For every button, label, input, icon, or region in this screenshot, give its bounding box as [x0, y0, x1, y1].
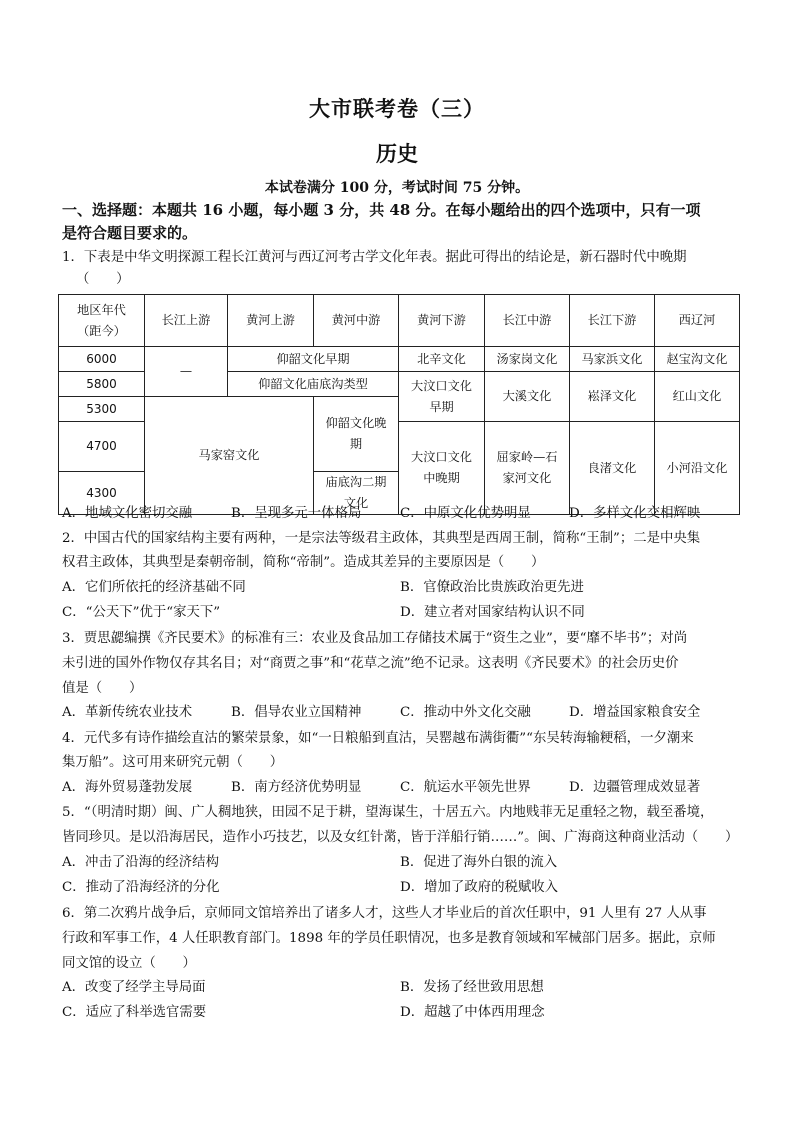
q1-blank: （ ）: [76, 272, 130, 287]
q3-stem: 3．贾思勰编撰《齐民要术》的标准有三：农业及食品加工存储技术属于“资生之业”，要“靡不毕书”；对尚: [62, 631, 688, 646]
table-cell: 大汶口文化 早期: [399, 372, 485, 422]
option-b[interactable]: B．呈现多元一体格局: [231, 506, 362, 521]
year-cell: 4300: [59, 472, 145, 515]
section-heading-cont: 是符合题目要求的。: [62, 224, 198, 242]
table-cell: 庙底沟二期 文化: [314, 472, 399, 515]
table-cell: 红山文化: [655, 372, 740, 422]
subject-title: 历史: [376, 141, 418, 166]
year-cell: 6000: [59, 347, 145, 372]
option-d[interactable]: D．边疆管理成效显著: [569, 780, 701, 795]
year-cell: 5300: [59, 397, 145, 422]
q6-stem-cont: 行政和军事工作，4 人任职教育部门。1898 年的学员任职情况，也多是教育领域和军械部门居多。据此，京师: [62, 931, 716, 946]
q2-stem: 2．中国古代的国家结构主要有两种，一是宗法等级君主政体，其典型是西周王制，简称“王制”；二是中央集: [62, 531, 701, 546]
q6-stem-end: 同文馆的设立（ ）: [62, 956, 196, 971]
option-a[interactable]: A．改变了经学主导局面: [62, 980, 206, 995]
option-b[interactable]: B．官僚政治比贵族政治更先进: [400, 580, 584, 595]
q3-stem-end: 值是（ ）: [62, 681, 143, 696]
q5-stem-cont: 皆同珍贝。是以沿海居民，造作小巧技艺，以及女红针黹，皆于洋船行销……”。闽、广海商这种商业活动（ ）: [62, 830, 739, 845]
option-a[interactable]: A．冲击了沿海的经济结构: [62, 855, 219, 870]
option-c[interactable]: C．推动中外文化交融: [400, 705, 531, 720]
table-header: 长江下游: [570, 295, 655, 347]
q2-stem-cont: 权君主政体，其典型是秦朝帝制，简称“帝制”。造成其差异的主要原因是（ ）: [62, 555, 545, 570]
table-cell: 崧泽文化: [570, 372, 655, 422]
table-cell: 马家窑文化: [145, 397, 314, 515]
option-d[interactable]: D．增益国家粮食安全: [569, 705, 701, 720]
option-d[interactable]: D．增加了政府的税赋收入: [400, 880, 559, 895]
table-corner-header: 地区年代 （距今）: [59, 295, 145, 347]
option-b[interactable]: B．促进了海外白银的流入: [400, 855, 558, 870]
table-cell: 小河沿文化: [655, 422, 740, 515]
table-cell: 仰韶文化早期: [228, 347, 399, 372]
table-cell: 仰韶文化晚 期: [314, 397, 399, 472]
option-a[interactable]: A．地域文化密切交融: [62, 506, 193, 521]
q4-stem-cont: 集万船”。这可用来研究元朝（ ）: [62, 755, 284, 770]
option-a[interactable]: A．它们所依托的经济基础不同: [62, 580, 246, 595]
table-cell: 马家浜文化: [570, 347, 655, 372]
option-c[interactable]: C．航运水平领先世界: [400, 780, 531, 795]
option-b[interactable]: B．倡导农业立国精神: [231, 705, 362, 720]
table-cell: 良渚文化: [570, 422, 655, 515]
section-heading: 一、选择题：本题共 16 小题，每小题 3 分，共 48 分。在每小题给出的四个选项中，只有一项: [62, 201, 701, 219]
table-cell: —: [145, 347, 228, 397]
q4-stem: 4．元代多有诗作描绘直沽的繁荣景象，如“一日粮船到直沽，吴罂越布满街衢”“东吴转海输粳稻，一夕潮来: [62, 731, 694, 746]
q3-stem-cont: 未引进的国外作物仅存其名目；对“商贾之事”和“花草之流”绝不记录。这表明《齐民要术》的社会历史价: [62, 656, 679, 671]
table-header: 黄河中游: [314, 295, 399, 347]
table-cell: 汤家岗文化: [485, 347, 570, 372]
culture-chronology-table: [58, 294, 740, 515]
table-header: 长江中游: [485, 295, 570, 347]
option-c[interactable]: C．“公天下”优于“家天下”: [62, 605, 221, 620]
exam-info: 本试卷满分 100 分，考试时间 75 分钟。: [264, 180, 530, 196]
table-cell: 大溪文化: [485, 372, 570, 422]
year-cell: 5800: [59, 372, 145, 397]
option-a[interactable]: A．革新传统农业技术: [62, 705, 193, 720]
option-b[interactable]: B．发扬了经世致用思想: [400, 980, 544, 995]
exam-title: 大市联考卷（三）: [309, 96, 485, 121]
table-header: 黄河下游: [399, 295, 485, 347]
table-cell: 北辛文化: [399, 347, 485, 372]
table-cell: 赵宝沟文化: [655, 347, 740, 372]
q1-stem: 1．下表是中华文明探源工程长江黄河与西辽河考古学文化年表。据此可得出的结论是，新石器时代中晚期: [62, 250, 687, 265]
option-d[interactable]: D．多样文化交相辉映: [569, 506, 701, 521]
table-cell: 屈家岭—石 家河文化: [485, 422, 570, 515]
option-c[interactable]: C．中原文化优势明显: [400, 506, 531, 521]
option-d[interactable]: D．建立者对国家结构认识不同: [400, 605, 585, 620]
table-header: 长江上游: [145, 295, 228, 347]
option-c[interactable]: C．推动了沿海经济的分化: [62, 880, 220, 895]
table-header: 黄河上游: [228, 295, 314, 347]
q6-stem: 6．第二次鸦片战争后，京师同文馆培养出了诸多人才，这些人才毕业后的首次任职中，91 人里有 27 人从事: [62, 906, 707, 921]
option-a[interactable]: A．海外贸易蓬勃发展: [62, 780, 193, 795]
option-c[interactable]: C．适应了科举选官需要: [62, 1005, 207, 1020]
q5-stem: 5．“（明清时期）闽、广人稠地狭，田园不足于耕，望海谋生，十居五六。内地贱菲无足重轻之物，载至番境，: [62, 805, 714, 820]
table-cell: 仰韶文化庙底沟类型: [228, 372, 399, 397]
option-d[interactable]: D．超越了中体西用理念: [400, 1005, 545, 1020]
option-b[interactable]: B．南方经济优势明显: [231, 780, 362, 795]
table-cell: 大汶口文化 中晚期: [399, 422, 485, 515]
year-cell: 4700: [59, 422, 145, 472]
table-header: 西辽河: [655, 295, 740, 347]
